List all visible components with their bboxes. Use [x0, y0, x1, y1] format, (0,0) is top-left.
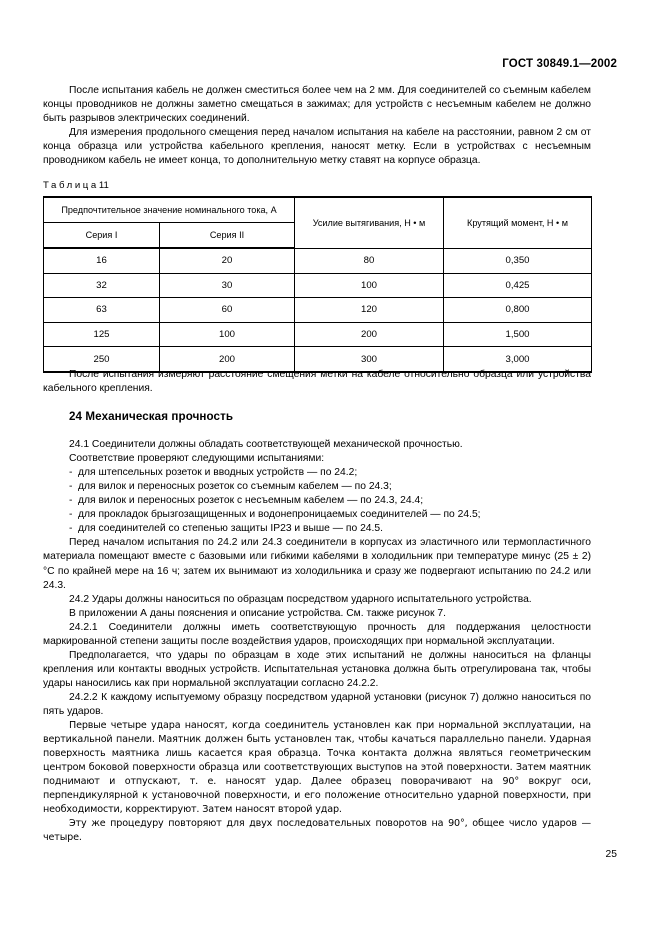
bullet-dash-icon: -	[69, 481, 73, 493]
list-item	[43, 494, 591, 508]
table-head	[44, 197, 592, 248]
list-item-label: для вилок и переносных розеток со съемным кабелем — по 24.3;	[78, 481, 392, 493]
cell-torque: 1,500	[444, 322, 592, 347]
cell-series-1: 125	[44, 322, 160, 347]
cell-torque: 0,350	[444, 248, 592, 273]
table-header-pull-force: Усилие вытягивания, Н • м	[295, 197, 444, 248]
main-text-block	[43, 368, 591, 845]
page-number: 25	[605, 849, 617, 860]
cell-pull-force: 80	[295, 248, 444, 273]
list-item-label: для вилок и переносных розеток с несъемным кабелем — по 24.3, 24.4;	[78, 495, 424, 507]
paragraph-repeat-procedure: Эту же процедуру повторяют для двух последовательных поворотов на 90°, общее число ударов — четыре.	[43, 818, 591, 844]
cell-pull-force: 300	[295, 347, 444, 372]
cell-series-1: 250	[44, 347, 160, 372]
table-group-header-current: Предпочтительное значение номинального тока, А	[44, 197, 295, 223]
cell-pull-force: 120	[295, 298, 444, 323]
table-row	[44, 248, 592, 273]
bullet-dash-icon: -	[69, 509, 73, 521]
table-caption-word: Таблица	[43, 180, 99, 191]
cell-series-2: 100	[160, 322, 295, 347]
list-item	[43, 480, 591, 494]
document-standard-header: ГОСТ 30849.1—2002	[502, 58, 617, 70]
paragraph-intro-2: Для измерения продольного смещения перед началом испытания на кабеле на расстоянии, равном 2 см от конца образца или устройства кабельного крепления, наносят метку. Если в устройствах с несъемным проводником кабель не имеет конца, то дополнительную метку ставят на корпусе образца.	[43, 127, 591, 167]
cell-series-1: 63	[44, 298, 160, 323]
cell-torque: 0,800	[444, 298, 592, 323]
cell-series-2: 200	[160, 347, 295, 372]
table-header-row-group	[44, 197, 592, 223]
bullet-dash-icon: -	[69, 523, 73, 535]
table-header-torque: Крутящий момент, Н • м	[444, 197, 592, 248]
table-row	[44, 298, 592, 323]
cell-torque: 3,000	[444, 347, 592, 372]
list-item	[43, 522, 591, 536]
cell-pull-force: 100	[295, 273, 444, 298]
paragraph-24-2-a: 24.2 Удары должны наноситься по образцам посредством ударного испытательного устройства.	[69, 593, 532, 605]
list-item-label: для соединителей со степенью защиты IP23 и выше — по 24.5.	[78, 523, 383, 535]
cell-pull-force: 200	[295, 322, 444, 347]
table-header-series-2: Серия II	[160, 223, 295, 249]
cell-series-2: 60	[160, 298, 295, 323]
cell-torque: 0,425	[444, 273, 592, 298]
list-item	[43, 508, 591, 522]
list-item-label: для прокладок брызгозащищенных и водонепроницаемых соединителей — по 24.5;	[78, 509, 481, 521]
cell-series-1: 32	[44, 273, 160, 298]
section-heading-24: 24 Механическая прочность	[69, 410, 234, 424]
table-body	[44, 248, 592, 372]
paragraph-intro-1: После испытания кабель не должен сместиться более чем на 2 мм. Для соединителей со съемным кабелем концы проводников не должны заметно смещаться в зажимах; для устройств с несъемным кабелем не должно быть разрывов электрических соединений.	[43, 85, 591, 125]
bullet-dash-icon: -	[69, 467, 73, 479]
paragraph-after-table: После испытания измеряют расстояние смещения метки на кабеле относительно образца или устройства кабельного крепления.	[43, 369, 591, 395]
table-caption-number: 11	[98, 180, 109, 191]
paragraph-24-2-1: 24.2.1 Соединители должны иметь соответствующую прочность для поддержания целостности маркированной степени защиты после воздействия ударов, происходящих при нормальной эксплуатации.	[43, 621, 591, 647]
table-row	[44, 273, 592, 298]
cell-series-2: 30	[160, 273, 295, 298]
table-11	[43, 196, 592, 373]
paragraph-assumption: Предполагается, что удары по образцам в ходе этих испытаний не должны наноситься на фланцы крепления или контакты вводных устройств. Испытательная установка должна быть отрегулирована так, чтобы удары наносились как при нормальной эксплуатации согласно 24.2.2.	[43, 649, 591, 689]
list-item	[43, 466, 591, 480]
bullet-dash-icon: -	[69, 495, 73, 507]
paragraph-first-four-blows: Первые четыре удара наносят, когда соединитель установлен как при нормальной эксплуатации, на вертикальной панели. Маятник должен быть установлен так, чтобы качаться параллельно панели. Ударная поверхность маятника лишь касается края образца. Точка контакта должна являться геометрическим центром боковой поверхности образца или соответствующих выступов на этой поверхности. Затем маятник поднимают и отпускают, т. е. наносят удар. Далее образец поворачивают на 90° вокруг оси, перпендикулярной к установочной поверхности, и его положение относительно ударной поверхности, при необходимости, корректируют. Затем наносят второй удар.	[43, 720, 591, 816]
list-item-label: для штепсельных розеток и вводных устройств — по 24.2;	[78, 467, 358, 479]
intro-text-block	[43, 84, 591, 168]
paragraph-24-2-2: 24.2.2 К каждому испытуемому образцу посредством ударной установки (рисунок 7) должно наноситься по пять ударов.	[43, 691, 591, 717]
table-row	[44, 322, 592, 347]
cell-series-2: 20	[160, 248, 295, 273]
cell-series-1: 16	[44, 248, 160, 273]
table-caption	[43, 180, 109, 191]
paragraph-24-1-a: 24.1 Соединители должны обладать соответствующей механической прочностью.	[69, 439, 463, 451]
paragraph-cold-conditioning: Перед началом испытания по 24.2 или 24.3 соединители в корпусах из эластичного или термопластичного материала помещают вместе с базовыми или гибкими кабелями в холодильник при температуре минус (25 ± 2) °С по крайней мере на 16 ч; затем их вынимают из холодильника и сразу же подвергают испытанию по 24.2 или 24.3.	[43, 537, 591, 591]
paragraph-24-2-b: В приложении А даны пояснения и описание устройства. См. также рисунок 7.	[69, 607, 446, 619]
paragraph-24-1-b: Соответствие проверяют следующими испытаниями:	[69, 453, 325, 465]
table-header-series-1: Серия I	[44, 223, 160, 249]
